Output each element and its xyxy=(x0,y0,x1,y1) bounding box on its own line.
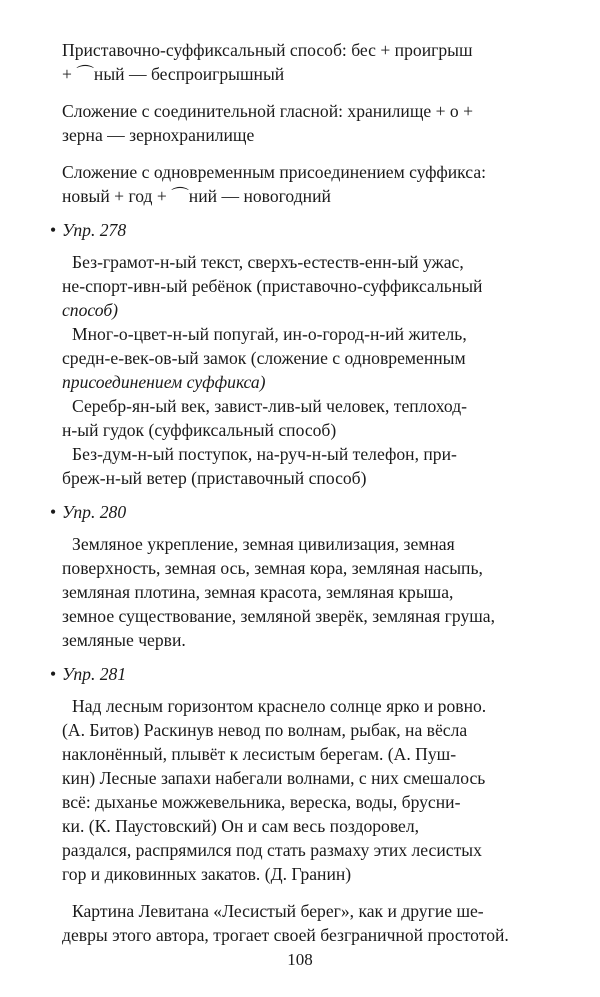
exercise-278-heading: • Упр. 278 xyxy=(50,220,127,240)
exercise-280-heading: • Упр. 280 xyxy=(50,502,127,522)
exercise-278-body xyxy=(62,250,567,490)
word-formation-examples xyxy=(62,38,567,208)
ex278-p1-l2: не-спорт-ивн-ый ребёнок (приставочно-суффиксальный xyxy=(62,276,483,296)
ex278-p4-l2: бреж-н-ый ветер (приставочный способ) xyxy=(62,468,367,488)
exercise-281-heading: • Упр. 281 xyxy=(50,664,127,684)
ex278-p3-l2: н-ый гудок (суффиксальный способ) xyxy=(62,420,337,440)
page-body xyxy=(50,38,567,947)
ex278-p2-l3: присоединением суффикса) xyxy=(62,372,266,392)
ex278-p2-l1: Мног-о-цвет-н-ый попугай, ин-о-город-н-ий житель, xyxy=(72,324,467,344)
prefix-suffix-line-1: Приставочно-суффиксальный способ: бес + проигрыш xyxy=(62,40,473,60)
ex281-l6: ки. (К. Паустовский) Он и сам весь поздоровел, xyxy=(62,816,420,836)
ex278-p3-l1: Серебр-ян-ый век, завист-лив-ый человек, теплоход- xyxy=(72,396,468,416)
page-number: 108 xyxy=(287,950,313,969)
bullet-icon: • xyxy=(50,220,57,240)
prefix-suffix-line-2: + ⌒ный — беспроигрышный xyxy=(62,64,285,84)
ex281-l7: раздался, распрямился под стать размаху этих лесистых xyxy=(62,840,482,860)
ex281-l5: всё: дыханье можжевельника, вереска, воды, брусни- xyxy=(62,792,461,812)
ex281-p2-l2: девры этого автора, трогает своей безграничной простотой. xyxy=(62,925,509,945)
ex278-p1-l3: способ) xyxy=(62,300,119,320)
ex278-p4-l1: Без-дум-н-ый поступок, на-руч-н-ый телефон, при- xyxy=(72,444,457,464)
compound-vowel-line-2: зерна — зернохранилище xyxy=(62,125,255,145)
ex280-l3: земляная плотина, земная красота, земляная крыша, xyxy=(62,582,454,602)
ex281-p2-l1: Картина Левитана «Лесистый берег», как и другие ше- xyxy=(72,901,484,921)
ex280-l5: земляные черви. xyxy=(62,630,186,650)
exercise-280-body xyxy=(62,532,567,652)
ex281-l2: (А. Битов) Раскинув невод по волнам, рыбак, на вёсла xyxy=(62,720,468,740)
ex280-l1: Земляное укрепление, земная цивилизация, земная xyxy=(72,534,455,554)
ex278-p2-l2: средн-е-век-ов-ый замок (сложение с одновременным xyxy=(62,348,466,368)
ex280-l2: поверхность, земная ось, земная кора, земляная насыпь, xyxy=(62,558,483,578)
compound-suffix-line-1: Сложение с одновременным присоединением суффикса: xyxy=(62,162,487,182)
compound-vowel-line-1: Сложение с соединительной гласной: хранилище + о + xyxy=(62,101,474,121)
bullet-icon: • xyxy=(50,664,57,684)
compound-suffix-line-2: новый + год + ⌒ний — новогодний xyxy=(62,186,331,206)
ex280-l4: земное существование, земляной зверёк, земляная груша, xyxy=(62,606,496,626)
ex281-l4: кин) Лесные запахи набегали волнами, с них смешалось xyxy=(62,768,486,788)
ex281-l1: Над лесным горизонтом краснело солнце ярко и ровно. xyxy=(72,696,487,716)
ex281-l8: гор и диковинных закатов. (Д. Гранин) xyxy=(62,864,352,884)
ex281-l3: наклонённый, плывёт к лесистым берегам. (А. Пуш- xyxy=(62,744,457,764)
exercise-281-body xyxy=(62,694,567,947)
bullet-icon: • xyxy=(50,502,57,522)
ex278-p1-l1: Без-грамот-н-ый текст, сверхъ-естеств-енн-ый ужас, xyxy=(72,252,464,272)
